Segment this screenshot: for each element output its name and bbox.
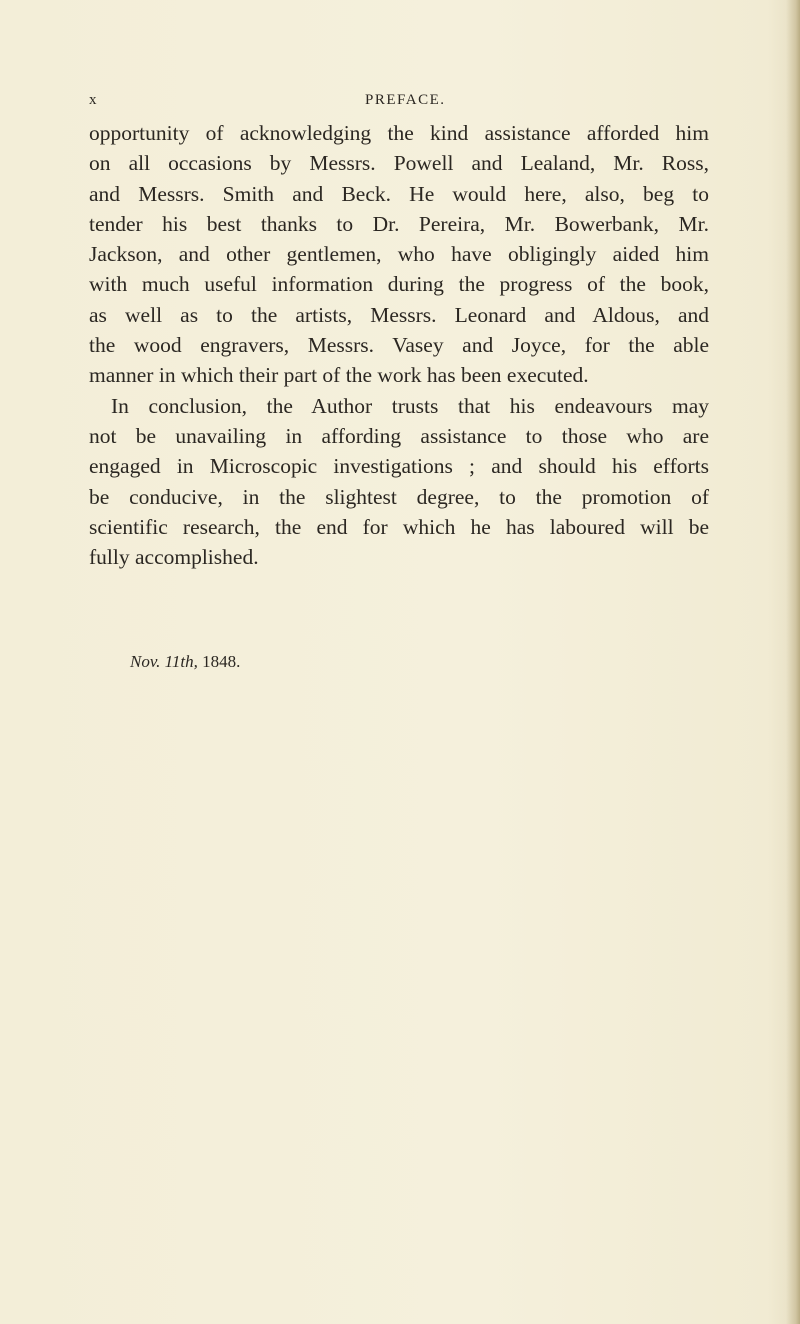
text-line: manner in which their part of the work has been executed. (89, 363, 589, 388)
text-line: the wood engravers, Messrs. Vasey and Joyce, for the able (89, 333, 709, 358)
text-line: and Messrs. Smith and Beck. He would here, also, beg to (89, 181, 709, 206)
page-number: x (89, 92, 98, 108)
preface-date (130, 652, 240, 672)
text-line: scientific research, the end for which he has laboured will be (89, 514, 709, 539)
preface-text (89, 118, 709, 572)
date-year: 1848. (202, 652, 241, 671)
text-line: not be unavailing in affording assistance to those who are (89, 423, 709, 448)
page-edge-shadow (786, 0, 800, 1324)
text-line: be conducive, in the slightest degree, to the promotion of (89, 484, 709, 509)
text-line: tender his best thanks to Dr. Pereira, Mr. Bowerbank, Mr. (89, 211, 709, 236)
text-line: on all occasions by Messrs. Powell and Lealand, Mr. Ross, (89, 151, 709, 176)
text-line: opportunity of acknowledging the kind assistance afforded him (89, 121, 709, 145)
text-line: as well as to the artists, Messrs. Leonard and Aldous, and (89, 302, 709, 327)
text-line: with much useful information during the progress of the book, (89, 272, 709, 297)
paragraph-start-line: In conclusion, the Author trusts that his endeavours may (111, 393, 709, 418)
page-header (89, 92, 709, 116)
text-line: engaged in Microscopic investigations ; and should his efforts (89, 454, 709, 479)
running-head: PREFACE. (365, 92, 446, 108)
text-line: Jackson, and other gentlemen, who have obligingly aided him (89, 242, 709, 267)
date-month: Nov. 11th, (130, 652, 198, 671)
text-line: fully accomplished. (89, 545, 259, 570)
